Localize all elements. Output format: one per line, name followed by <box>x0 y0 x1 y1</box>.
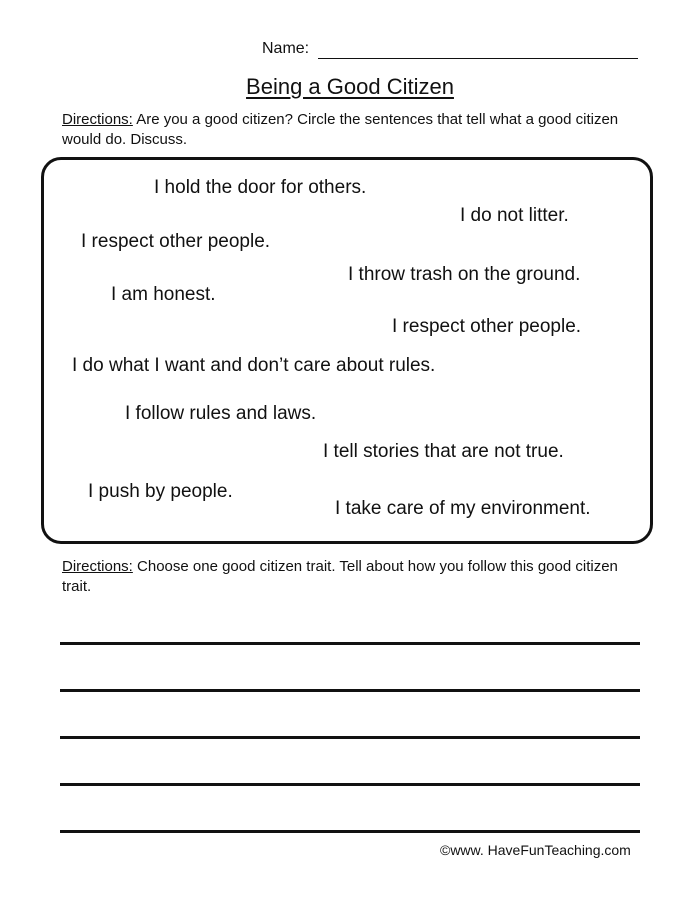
sentence-follow-rules[interactable]: I follow rules and laws. <box>125 403 317 424</box>
sentence-no-rules[interactable]: I do what I want and don’t care about rules. <box>72 355 436 376</box>
page-title: Being a Good Citizen <box>246 74 454 99</box>
sentence-respect-1[interactable]: I respect other people. <box>81 231 271 252</box>
writing-line[interactable] <box>60 783 640 786</box>
directions-text: Choose one good citizen trait. Tell about how you follow this good citizen trait. <box>62 558 618 595</box>
name-field[interactable] <box>262 40 638 62</box>
writing-line[interactable] <box>60 689 640 692</box>
sentence-push-people[interactable]: I push by people. <box>88 481 233 502</box>
sentence-respect-2[interactable]: I respect other people. <box>392 316 582 337</box>
directions-text: Are you a good citizen? Circle the sentences that tell what a good citizen would do. Discuss. <box>62 111 619 148</box>
writing-line[interactable] <box>60 736 640 739</box>
writing-line[interactable] <box>60 642 640 645</box>
sentence-hold-door[interactable]: I hold the door for others. <box>154 177 367 198</box>
sentence-untrue-stories[interactable]: I tell stories that are not true. <box>323 441 564 462</box>
directions-circle <box>62 110 642 150</box>
copyright-footer: ©www. HaveFunTeaching.com <box>440 842 631 858</box>
name-line[interactable] <box>318 58 638 59</box>
name-label: Name: <box>262 40 310 57</box>
directions-label: Directions: <box>62 111 133 128</box>
sentence-no-litter[interactable]: I do not litter. <box>460 205 569 226</box>
writing-line[interactable] <box>60 830 640 833</box>
directions-write <box>62 557 642 597</box>
sentence-honest[interactable]: I am honest. <box>111 284 216 305</box>
sentence-throw-trash[interactable]: I throw trash on the ground. <box>348 264 581 285</box>
directions-label: Directions: <box>62 558 133 575</box>
sentence-environment[interactable]: I take care of my environment. <box>335 498 591 519</box>
